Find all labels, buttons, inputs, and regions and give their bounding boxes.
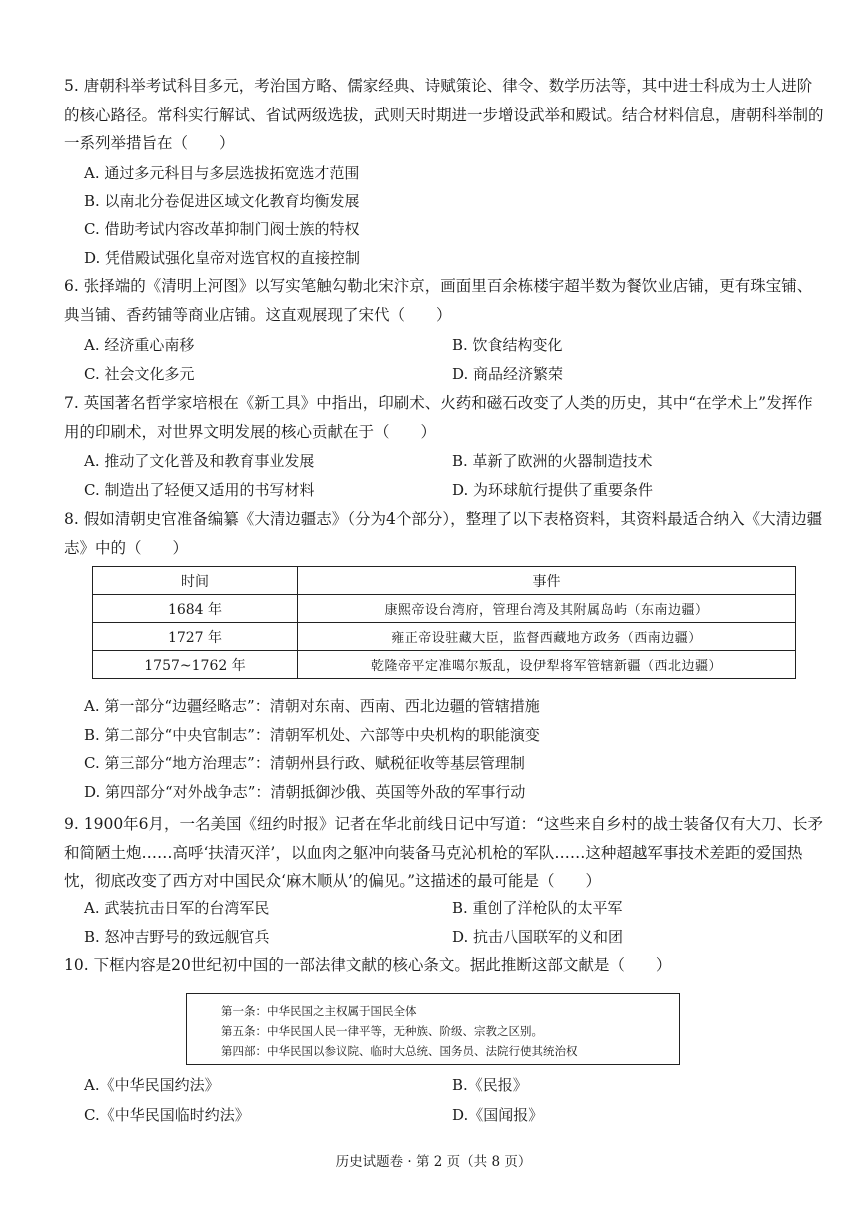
question-number: 6. — [64, 277, 79, 295]
option-d: D. 抗击八国联军的义和团 — [452, 928, 624, 946]
table-header: 时间 — [93, 567, 298, 595]
option-d: D. 为环球航行提供了重要条件 — [452, 481, 654, 499]
law-article-line: 第五条：中华民国人民一律平等，无种族、阶级、宗教之区别。 — [221, 1024, 543, 1038]
option-b-second: B. 怒冲吉野号的致远舰官兵 — [84, 928, 270, 946]
option-b: B. 第二部分“中央官制志”：清朝军机处、六部等中央机构的职能演变 — [84, 726, 540, 744]
table-cell: 1684 年 — [93, 595, 298, 623]
question-stem: 下框内容是20世纪初中国的一部法律文献的核心条文。据此推断这部文献是（ ） — [93, 956, 672, 974]
question-stem: 1900年6月，一名美国《纽约时报》记者在华北前线日记中写道：“这些来自乡村的战士装备仅有大刀、长矛和简陋土炮……高呼‘扶清灭洋’，以血肉之躯冲向装备马克沁机枪的军队……这种超越军事技术差距的爱国热忱，彻底改变了西方对中国民众‘麻木顺从’的偏见。”这描述的最可能是（ ） — [64, 815, 823, 890]
table-cell: 1757~1762 年 — [93, 651, 298, 679]
table-row — [93, 623, 796, 651]
table-cell: 雍正帝设驻藏大臣，监督西藏地方政务（西南边疆） — [298, 623, 796, 651]
option-a: A.《中华民国约法》 — [84, 1076, 220, 1094]
table-header-row — [93, 567, 796, 595]
question-stem: 唐朝科举考试科目多元，考治国方略、儒家经典、诗赋策论、律令、数学历法等，其中进士科成为士人进阶的核心路径。常科实行解试、省试两级选拔，武则天时期进一步增设武举和殿试。结合材料信息，唐朝科举制的一系列举措旨在（ ） — [64, 77, 824, 152]
table-cell: 康熙帝设台湾府，管理台湾及其附属岛屿（东南边疆） — [298, 595, 796, 623]
question-number: 5. — [64, 77, 79, 95]
option-c: C. 借助考试内容改革抑制门阀士族的特权 — [84, 220, 360, 238]
option-b: B.《民报》 — [452, 1076, 528, 1094]
question-stem: 英国著名哲学家培根在《新工具》中指出，印刷术、火药和磁石改变了人类的历史，其中“在学术上”发挥作用的印刷术，对世界文明发展的核心贡献在于（ ） — [64, 394, 813, 441]
option-a: A. 第一部分“边疆经略志”：清朝对东南、西南、西北边疆的管辖措施 — [84, 697, 540, 715]
option-d: D. 凭借殿试强化皇帝对选官权的直接控制 — [84, 249, 361, 267]
question-stem: 假如清朝史官准备编纂《大清边疆志》（分为4个部分），整理了以下表格资料，其资料最适合纳入《大清边疆志》中的（ ） — [64, 510, 823, 557]
page-footer: 历史试题卷 · 第 2 页（共 8 页） — [335, 1154, 532, 1170]
table-header: 事件 — [298, 567, 796, 595]
option-b: B. 饮食结构变化 — [452, 336, 563, 354]
option-c: C.《中华民国临时约法》 — [84, 1106, 250, 1124]
option-b: B. 革新了欧洲的火器制造技术 — [452, 452, 653, 470]
question-9 — [64, 810, 824, 896]
question-8 — [64, 505, 824, 562]
law-article-line: 第四部：中华民国以参议院、临时大总统、国务员、法院行使其统治权 — [221, 1044, 578, 1058]
option-a: A. 推动了文化普及和教育事业发展 — [84, 452, 315, 470]
option-d: D.《国闻报》 — [452, 1106, 544, 1124]
question-number: 9. — [64, 815, 79, 833]
table-row — [93, 651, 796, 679]
option-b: B. 重创了洋枪队的太平军 — [452, 899, 623, 917]
law-article-line: 第一条：中华民国之主权属于国民全体 — [221, 1004, 417, 1018]
option-b: B. 以南北分卷促进区域文化教育均衡发展 — [84, 192, 360, 210]
law-text-box — [186, 993, 680, 1065]
option-c: C. 制造出了轻便又适用的书写材料 — [84, 481, 315, 499]
option-c: C. 社会文化多元 — [84, 365, 195, 383]
option-a: A. 武装抗击日军的台湾军民 — [84, 899, 270, 917]
table-cell: 1727 年 — [93, 623, 298, 651]
question-number: 8. — [64, 510, 79, 528]
option-d: D. 第四部分“对外战争志”：清朝抵御沙俄、英国等外敌的军事行动 — [84, 783, 526, 801]
option-d: D. 商品经济繁荣 — [452, 365, 564, 383]
option-a: A. 经济重心南移 — [84, 336, 195, 354]
question-number: 10. — [64, 956, 89, 974]
table-cell: 乾隆帝平定准噶尔叛乱，设伊犁将军管辖新疆（西北边疆） — [298, 651, 796, 679]
question-number: 7. — [64, 394, 79, 412]
question-6 — [64, 272, 824, 329]
question-stem: 张择端的《清明上河图》以写实笔触勾勒北宋汴京，画面里百余栋楼宇超半数为餐饮业店铺，更有珠宝铺、典当铺、香药铺等商业店铺。这直观展现了宋代（ ） — [64, 277, 813, 324]
question-10 — [64, 951, 824, 980]
question-7 — [64, 389, 824, 446]
question-5 — [64, 72, 824, 158]
table-row — [93, 595, 796, 623]
option-a: A. 通过多元科目与多层选拔拓宽选才范围 — [84, 164, 360, 182]
events-table — [92, 566, 796, 679]
option-c: C. 第三部分“地方治理志”：清朝州县行政、赋税征收等基层管理制 — [84, 754, 525, 772]
